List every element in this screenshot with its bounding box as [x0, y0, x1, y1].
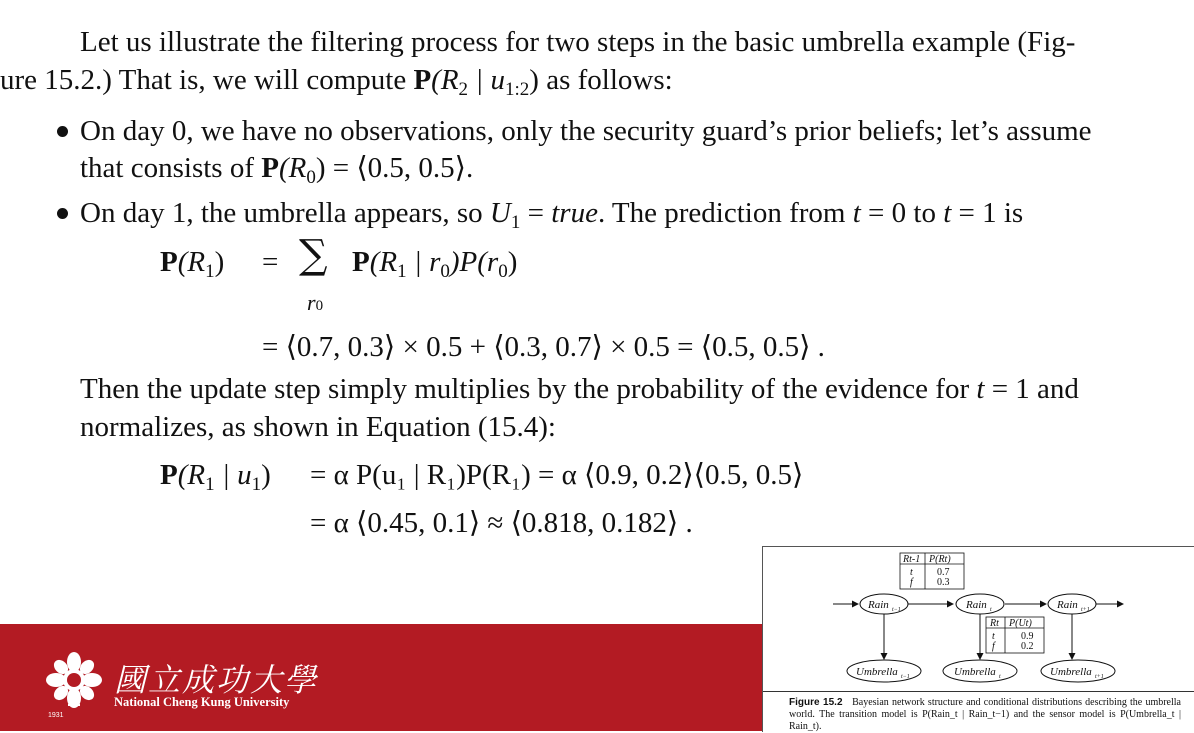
- cpt2-row2-val: 0.2: [1021, 641, 1034, 652]
- sum-index-r: r: [307, 290, 316, 315]
- node-rain-prev: [860, 594, 908, 614]
- svg-text:t−1: t−1: [892, 607, 901, 613]
- node-rain-next: [1048, 594, 1096, 614]
- svg-text:t+1: t+1: [1095, 674, 1104, 680]
- svg-text:Umbrella: Umbrella: [856, 666, 898, 678]
- cpt2-header-2: P(Ut): [1009, 618, 1032, 629]
- summation-sign: ∑: [299, 232, 328, 278]
- sub-0: 0: [440, 261, 450, 282]
- sub-2: 2: [458, 79, 469, 100]
- caption-label: Figure 15.2: [789, 697, 843, 708]
- bullet2-text-e: = 1 is: [951, 197, 1024, 229]
- sub-1: 1: [510, 212, 521, 233]
- math-R: (R: [431, 64, 459, 96]
- figure-caption-divider: [763, 691, 1194, 692]
- update-text-2: normalizes, as shown in Equation (15.4):: [80, 411, 556, 443]
- university-name-cjk: 國立成功大學: [114, 661, 319, 699]
- math-R: (R: [369, 246, 398, 278]
- node-rain-cur: [956, 594, 1004, 614]
- equals-sign: =: [262, 246, 279, 278]
- bullet2-eq: =: [520, 197, 552, 229]
- svg-text:Rain: Rain: [868, 599, 889, 611]
- eq1-equals: [262, 245, 278, 279]
- sub-1: 1: [251, 474, 262, 495]
- intro-line-1: [80, 25, 1075, 59]
- math-true: true: [551, 197, 598, 229]
- paren: ): [261, 459, 271, 491]
- math-R: (R: [177, 246, 206, 278]
- university-name-en: National Cheng Kung University: [114, 695, 290, 709]
- node-umbrella-next: [1041, 660, 1115, 682]
- math-R: (R: [278, 152, 307, 184]
- bold-P: P: [160, 459, 178, 491]
- eq2-line-1: [310, 458, 803, 492]
- math-t: t: [852, 197, 861, 229]
- bold-P: P: [413, 64, 432, 96]
- bullet2-text-d: = 0 to: [860, 197, 944, 229]
- eq1-line-2: [262, 330, 825, 364]
- sum-index: [307, 290, 323, 316]
- math-P-r: )P(r: [449, 246, 499, 278]
- university-emblem-icon: [44, 652, 104, 714]
- bullet-dot-1: [57, 126, 68, 137]
- eq2-lhs: [160, 458, 271, 502]
- sub-0: 0: [498, 261, 508, 282]
- eq1-lhs: [160, 245, 224, 289]
- svg-text:Rain: Rain: [966, 599, 987, 611]
- cpt-sensor-table: [986, 617, 1044, 653]
- intro-text-1: Let us illustrate the filtering process for two steps in the basic umbrella example (Fig-: [80, 26, 1076, 58]
- eq1-rhs: [352, 245, 517, 289]
- math-u: | u: [468, 64, 506, 96]
- founding-year: 1931: [48, 712, 64, 719]
- cpt-transition-table: [900, 553, 964, 589]
- bullet-dot-2: [57, 208, 68, 219]
- eq1-result: = ⟨0.7, 0.3⟩ × 0.5 + ⟨0.3, 0.7⟩ × 0.5 = ⟨0.5, 0.5⟩ .: [262, 331, 825, 363]
- bold-P: P: [352, 246, 370, 278]
- cpt1-row1-val: 0.7: [937, 567, 950, 578]
- cpt1-row2-key: f: [910, 577, 913, 588]
- bold-P: P: [160, 246, 178, 278]
- intro-text-2-end: ) as follows:: [529, 64, 673, 96]
- paren: ): [214, 246, 225, 278]
- cpt1-row2-val: 0.3: [937, 577, 950, 588]
- math-t: t: [943, 197, 952, 229]
- update-line-2: [80, 410, 556, 444]
- svg-text:t−1: t−1: [901, 674, 910, 680]
- bullet1-line-2: [80, 151, 473, 195]
- node-umbrella-prev: [847, 660, 921, 682]
- update-text-b: = 1 and: [984, 373, 1079, 405]
- cpt1-row1-key: t: [910, 567, 913, 578]
- svg-text:Umbrella: Umbrella: [1050, 666, 1092, 678]
- math-u: | u: [214, 459, 252, 491]
- math-R: (R: [177, 459, 206, 491]
- sub-1: 1: [205, 474, 215, 495]
- sum-index-sub: 0: [315, 298, 324, 314]
- update-line-1: [80, 372, 1079, 406]
- eq2-rhs-2: = α ⟨0.45, 0.1⟩ ≈ ⟨0.818, 0.182⟩ .: [310, 507, 693, 539]
- cpt2-row2-key: f: [992, 641, 995, 652]
- bullet1-line-1: [80, 114, 1092, 148]
- eq2-line-2: [310, 506, 693, 540]
- math-t: t: [976, 373, 985, 405]
- math-U: U: [489, 197, 511, 229]
- intro-line-2: [0, 63, 673, 107]
- cpt2-row1-val: 0.9: [1021, 631, 1034, 642]
- sub-1: 1: [397, 261, 407, 282]
- bullet2-text-c: . The prediction from: [597, 197, 853, 229]
- cpt1-header-1: Rt-1: [903, 554, 921, 565]
- svg-text:Umbrella: Umbrella: [954, 666, 996, 678]
- update-text-a: Then the update step simply multiplies by the probability of the evidence for: [80, 373, 977, 405]
- bold-P: P: [261, 152, 279, 184]
- caption-text: Bayesian network structure and conditional distributions describing the umbrella world. The transition model is P(Rain_t | Rain_t−1) and the sensor model is P(Umbrella_t | Rain_t).: [789, 697, 1181, 732]
- svg-text:Rain: Rain: [1057, 599, 1078, 611]
- eq2-rhs-1: = α P(u₁ | R₁)P(R₁) = α ⟨0.9, 0.2⟩⟨0.5, 0.5⟩: [310, 459, 804, 491]
- paren: ): [507, 246, 518, 278]
- cpt1-header-2: P(Rt): [929, 554, 951, 565]
- bayes-network-diagram: [763, 547, 1193, 693]
- bullet2-text-a: On day 1, the umbrella appears, so: [80, 197, 490, 229]
- svg-text:t: t: [990, 607, 992, 613]
- sub-0: 0: [306, 167, 316, 188]
- sub-1-2: 1:2: [505, 79, 530, 100]
- bullet2-line-1: [80, 196, 1023, 240]
- math-r: | r: [406, 246, 441, 278]
- bullet1-text-1: On day 0, we have no observations, only the security guard’s prior beliefs; let’s assume: [80, 115, 1092, 147]
- svg-text:t: t: [999, 674, 1001, 680]
- bullet1-text-2a: that consists of: [80, 152, 262, 184]
- cpt2-header-1: Rt: [990, 618, 999, 629]
- cpt2-row1-key: t: [992, 631, 995, 642]
- bullet1-text-2c: ) = ⟨0.5, 0.5⟩.: [315, 152, 474, 184]
- intro-text-2a: ure 15.2.) That is, we will compute: [0, 64, 414, 96]
- sub-1: 1: [205, 261, 215, 282]
- figure-caption: [789, 697, 1181, 733]
- svg-text:t+1: t+1: [1081, 607, 1090, 613]
- node-umbrella-cur: [943, 660, 1017, 682]
